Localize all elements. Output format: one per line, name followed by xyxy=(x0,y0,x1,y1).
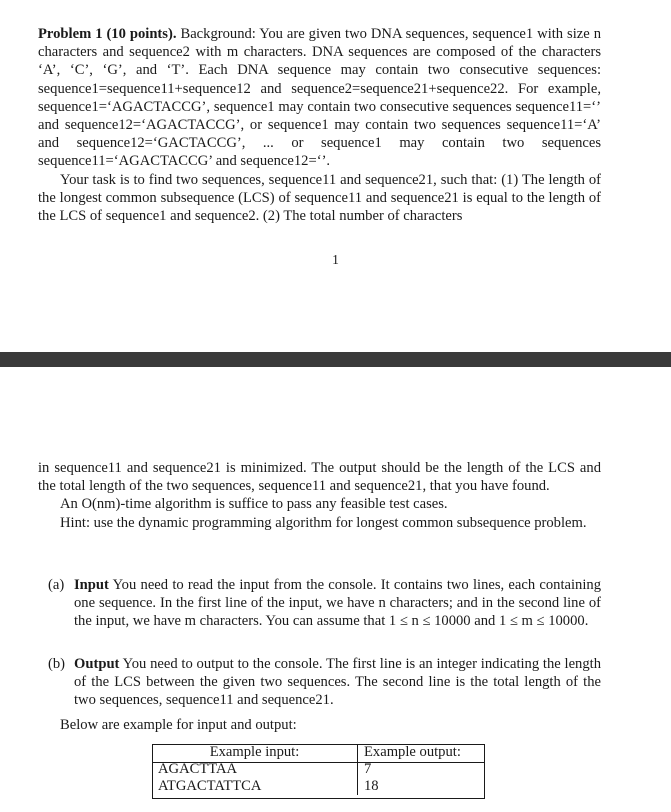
example-header-rule xyxy=(152,762,485,763)
example-output-line-1: 7 xyxy=(364,761,372,777)
background-text: Background: You are given two DNA sequences, sequence1 with size n characters and sequence2 with m characters. DNA sequences are composed of the characters ‘A’, ‘C’, ‘G’, and ‘T’. Each DNA sequence may contain two consecutive sequences: sequence1=sequence11+sequence12 and sequence2=sequence21+sequence22. For example, sequence1=‘AGACTACCG’, sequence1 may contain two consecutive sequences sequence11=‘’ and sequence12=‘AGACTACCG’, or sequence1 may contain two sequences sequence11=‘A’ and sequence12=‘GACTACCG’, ... or sequence1 may contain two sequences sequence11=‘AGACTACCG’ and sequence12=‘’. xyxy=(38,26,602,170)
page-1 xyxy=(0,0,671,352)
page-number: 1 xyxy=(332,252,339,267)
example-header-row xyxy=(152,744,473,761)
item-output xyxy=(48,655,601,710)
example-input-header: Example input: xyxy=(152,744,358,761)
example-output-header: Example output: xyxy=(364,744,461,760)
item-output-text: You need to output to the console. The first line is an integer indicating the length of the LCS between the given two sequences. The second line is the total length of the two sequences, sequence11 and sequence21. xyxy=(74,656,601,709)
problem-background xyxy=(38,25,601,225)
example-intro: Below are example for input and output: xyxy=(60,717,297,733)
example-output-line-2: 18 xyxy=(364,778,379,794)
task-paragraph: Your task is to find two sequences, sequence11 and sequence21, such that: (1) The length of the longest common subsequence (LCS) of sequence11 and sequence21 is equal to the length of the LCS of sequence1 and sequence2. (2) The total number of characters xyxy=(38,171,601,225)
example-input-line-1: AGACTTAA xyxy=(152,761,358,778)
hint-paragraph: Hint: use the dynamic programming algorithm for longest common subsequence problem. xyxy=(60,514,587,531)
example-row xyxy=(152,778,473,795)
item-input-title: Input xyxy=(74,577,109,593)
page-separator xyxy=(0,352,671,367)
complexity-paragraph: An O(nm)-time algorithm is suffice to pass any feasible test cases. xyxy=(60,496,448,513)
continuation-paragraph: in sequence11 and sequence21 is minimized. The output should be the length of the LCS and the total length of the two sequences, sequence11 and sequence21, that you have found. xyxy=(38,460,601,495)
item-input-label: (a) xyxy=(48,577,65,593)
item-output-label: (b) xyxy=(48,656,66,672)
item-input xyxy=(48,576,601,631)
page-2 xyxy=(0,367,671,812)
example-input-line-2: ATGACTATTCA xyxy=(152,778,358,795)
item-output-title: Output xyxy=(74,656,120,672)
problem-heading: Problem 1 (10 points). xyxy=(38,26,177,42)
example-row xyxy=(152,761,473,778)
example-table xyxy=(152,744,473,795)
item-input-text: You need to read the input from the console. It contains two lines, each containing one sequence. In the first line of the input, we have n characters; and in the second line of the input, we have m characters. You can assume that 1 ≤ n ≤ 10000 and 1 ≤ m ≤ 10000. xyxy=(74,577,601,630)
page2-text xyxy=(38,459,601,532)
